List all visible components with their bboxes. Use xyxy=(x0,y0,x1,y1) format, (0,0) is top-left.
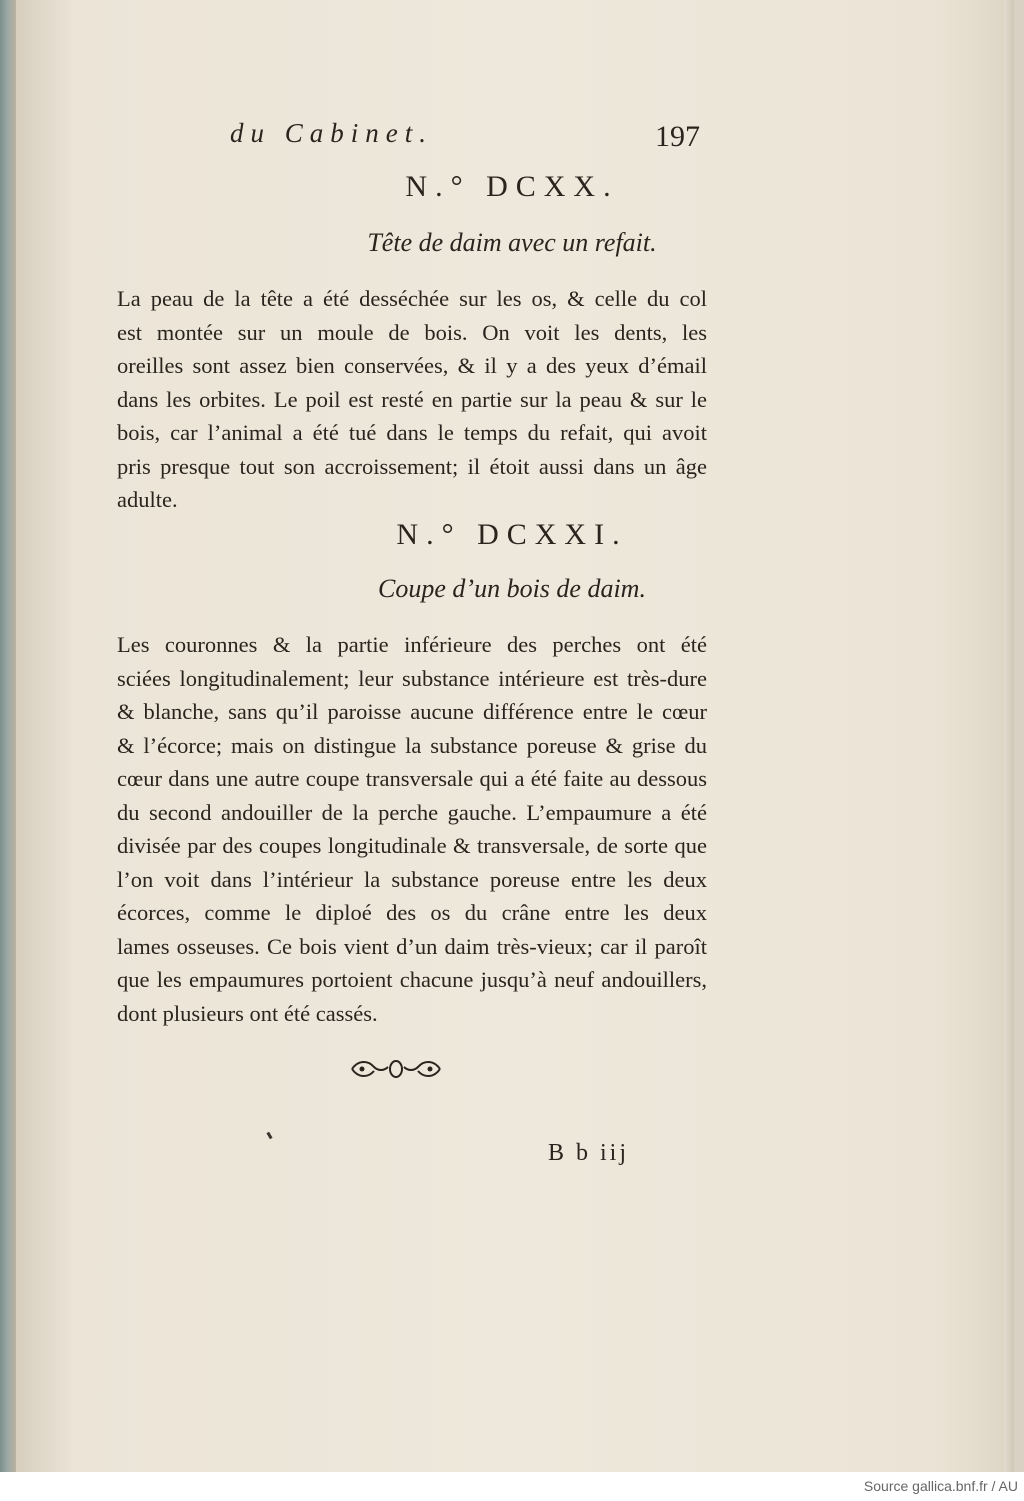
signature-mark: B b iij xyxy=(548,1140,630,1166)
text-line: du second andouiller de la perche gauche. L’empaumure a été xyxy=(117,799,707,825)
page-edge xyxy=(1004,0,1014,1472)
text-line: sciées longitudinalement; leur substance intérieure est très-dure xyxy=(117,665,707,691)
entry-number-dcxxi: N.° DCXXI. xyxy=(396,518,628,551)
page-number: 197 xyxy=(655,120,700,153)
entry-title-dcxx: Tête de daim avec un refait. xyxy=(367,228,657,257)
running-head: du Cabinet. xyxy=(230,118,433,148)
text-line: Les couronnes & la partie inférieure des perches ont été xyxy=(117,632,707,657)
text-line: oreilles sont assez bien conservées, & il y a des yeux d’émail xyxy=(117,353,707,378)
text-line: est montée sur un moule de bois. On voit les dents, les xyxy=(117,319,707,345)
text-line: que les empaumures portoient chacune jusqu’à neuf andouillers, xyxy=(117,967,707,992)
entry-text-dcxxi xyxy=(117,628,707,1030)
text-line: La peau de la tête a été desséchée sur les os, & celle du col xyxy=(117,286,707,311)
text-line: écorces, comme le diploé des os du crâne entre les deux xyxy=(117,900,707,925)
text-line: dans les orbites. Le poil est resté en partie sur la peau & sur le xyxy=(117,386,707,412)
entry-title-dcxxi: Coupe d’un bois de daim. xyxy=(378,574,646,603)
text-line: cœur dans une autre coupe transversale qui a été faite au dessous xyxy=(117,766,707,791)
source-credit: Source gallica.bnf.fr / AU xyxy=(863,1478,1018,1494)
text-line: adulte. xyxy=(117,487,178,512)
text-line: bois, car l’animal a été tué dans le temps du refait, qui avoit xyxy=(117,420,707,445)
fleuron-ornament-icon xyxy=(348,1056,444,1082)
text-line: lames osseuses. Ce bois vient d’un daim très-vieux; car il paroît xyxy=(117,933,707,959)
text-line: l’on voit dans l’intérieur la substance poreuse entre les deux xyxy=(117,866,707,892)
text-line: dont plusieurs ont été cassés. xyxy=(117,1000,378,1026)
entry-text-dcxx xyxy=(117,282,707,517)
text-line: divisée par des coupes longitudinale & transversale, de sorte que xyxy=(117,833,707,858)
text-line: pris presque tout son accroissement; il étoit aussi dans un âge xyxy=(117,453,707,479)
text-line: & blanche, sans qu’il paroisse aucune différence entre le cœur xyxy=(117,699,707,724)
book-binding xyxy=(0,0,16,1472)
text-line: & l’écorce; mais on distingue la substance poreuse & grise du xyxy=(117,732,707,758)
entry-number-dcxx: N.° DCXX. xyxy=(405,170,619,203)
